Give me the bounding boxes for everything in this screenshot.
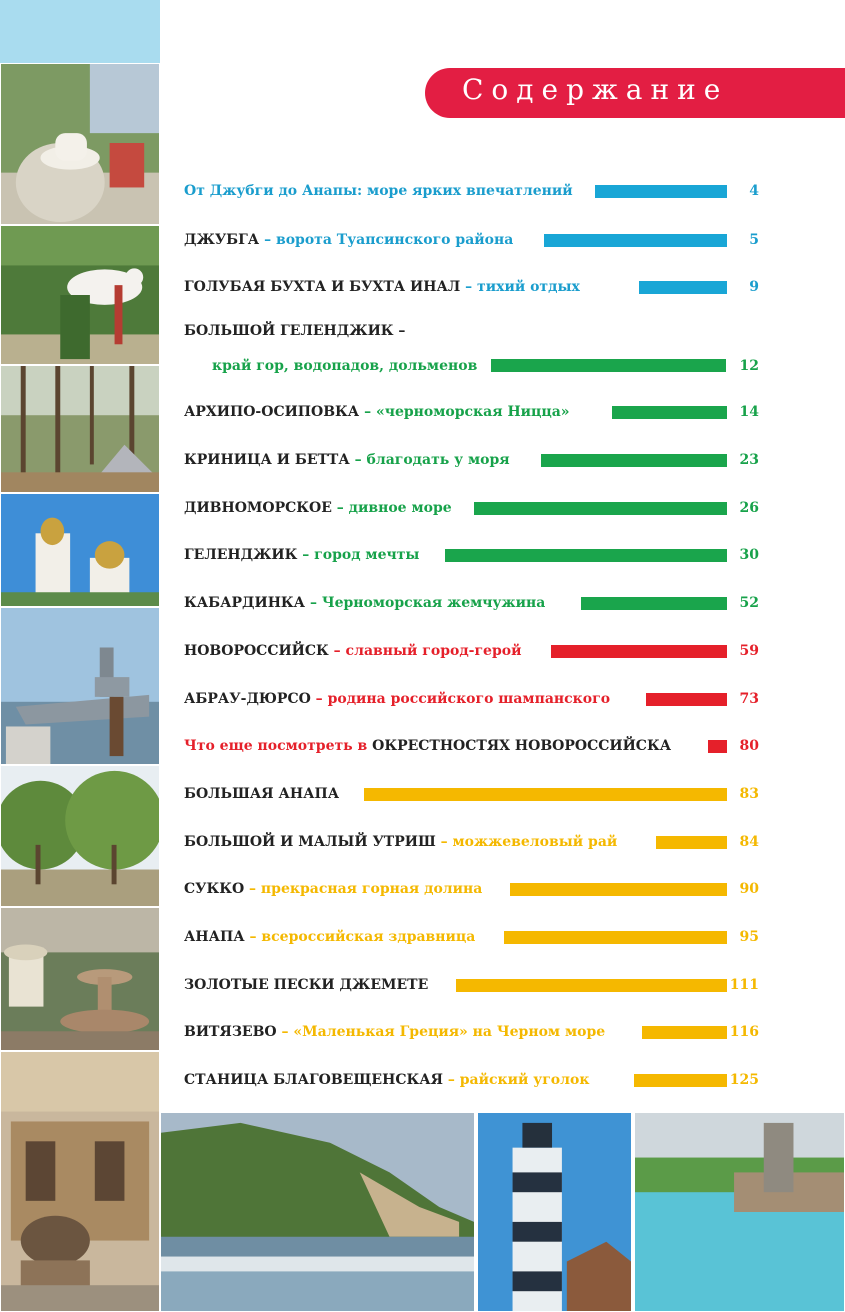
toc-entry-title xyxy=(184,449,510,471)
toc-entry-dash: – xyxy=(276,1024,294,1040)
toc-entry-dash: – xyxy=(359,404,376,420)
toc-entry-subtitle: Черноморская жемчужина xyxy=(321,595,546,611)
toc-entry[interactable] xyxy=(184,878,759,900)
photo-bird-topiary xyxy=(0,225,160,365)
top-left-color-block xyxy=(0,0,160,63)
toc-entry[interactable] xyxy=(184,1069,759,1091)
toc-page-number: 59 xyxy=(739,643,759,659)
toc-subtitle-text: край гор, водопадов, дольменов xyxy=(212,358,478,374)
toc-entry[interactable] xyxy=(184,1021,759,1043)
toc-page-number: 111 xyxy=(729,977,759,993)
toc-entry[interactable] xyxy=(184,276,759,298)
toc-entry-heading: АНАПА xyxy=(184,929,245,945)
toc-entry-title xyxy=(184,497,452,519)
toc-page-number: 5 xyxy=(749,232,759,248)
toc-entry[interactable] xyxy=(184,640,759,662)
toc-entry-subtitle: славный город-герой xyxy=(345,643,522,659)
toc-page-number: 14 xyxy=(739,404,759,420)
toc-page-number: 9 xyxy=(749,279,759,295)
toc-entry-subtitle: ОКРЕСТНОСТЯХ НОВОРОССИЙСКА xyxy=(372,738,672,754)
toc-bar xyxy=(551,645,727,658)
toc-entry-dash: – xyxy=(442,1072,460,1088)
toc-entry-heading: КАБАРДИНКА xyxy=(184,595,306,611)
toc-page-number: 83 xyxy=(739,786,759,802)
toc-entry-heading: БОЛЬШАЯ АНАПА xyxy=(184,786,340,802)
toc-entry-subtitle: «Маленькая Греция» на Черном море xyxy=(293,1024,606,1040)
toc-entry-dash: – xyxy=(297,547,315,563)
toc-bar xyxy=(634,1074,727,1087)
toc-bar xyxy=(541,454,727,467)
toc-entry-title xyxy=(184,783,339,805)
toc-page-number: 12 xyxy=(739,358,759,374)
toc-entry-title xyxy=(184,1069,589,1091)
toc-entry-title xyxy=(184,926,475,948)
toc-entry-subtitle: ворота Туапсинского района xyxy=(275,232,514,248)
toc-page-number: 52 xyxy=(739,595,759,611)
toc-page-number: 116 xyxy=(729,1024,759,1040)
toc-entry-title xyxy=(184,1021,605,1043)
toc-entry-dash: – xyxy=(244,881,261,897)
toc-entry[interactable] xyxy=(184,592,759,614)
toc-entry-dash: – xyxy=(310,691,328,707)
page-title: Содержание xyxy=(462,73,729,106)
toc-entry-heading: ВИТЯЗЕВО xyxy=(184,1024,277,1040)
toc-entry-title xyxy=(184,974,428,996)
toc-entry-heading: СТАНИЦА БЛАГОВЕЩЕНСКАЯ xyxy=(184,1072,443,1088)
toc-bar xyxy=(708,740,727,753)
toc-entry-dash: – xyxy=(349,452,367,468)
toc-entry-heading: АРХИПО-ОСИПОВКА xyxy=(184,404,360,420)
toc-entry-subtitle: дивное море xyxy=(348,500,452,516)
toc-entry-title xyxy=(184,276,580,298)
toc-entry[interactable] xyxy=(184,497,759,519)
toc-entry-subtitle: «черноморская Ницца» xyxy=(375,404,570,420)
toc-entry[interactable] xyxy=(184,688,759,710)
toc-entry-title xyxy=(184,401,570,423)
toc-entry-title xyxy=(184,640,521,662)
toc-entry-heading: АБРАУ-ДЮРСО xyxy=(184,691,311,707)
toc-bar xyxy=(491,359,726,372)
toc-entry-title xyxy=(184,735,671,757)
photo-camping-forest xyxy=(0,365,160,493)
photo-horse-sculpture-street xyxy=(0,1051,160,1312)
toc-page-number: 73 xyxy=(739,691,759,707)
toc-entry[interactable] xyxy=(184,449,759,471)
toc-bar xyxy=(364,788,727,801)
photo-church-domes xyxy=(0,493,160,607)
toc-entry-title xyxy=(184,878,482,900)
toc-page-number: 23 xyxy=(739,452,759,468)
toc-entry-heading: НОВОРОССИЙСК xyxy=(184,643,329,659)
toc-entry-title xyxy=(184,544,419,566)
toc-entry-heading: СУККО xyxy=(184,881,245,897)
toc-page-number: 95 xyxy=(739,929,759,945)
toc-bar xyxy=(474,502,727,515)
toc-bar xyxy=(595,185,727,198)
toc-entry[interactable] xyxy=(184,783,759,805)
toc-entry[interactable] xyxy=(184,320,759,342)
toc-entry-heading: ДЖУБГА xyxy=(184,232,260,248)
toc-entry-dash: – xyxy=(435,834,453,850)
toc-entry-subtitle: город мечты xyxy=(314,547,420,563)
toc-entry-heading: От Джубги до Анапы: море ярких впечатлений xyxy=(184,183,573,199)
toc-entry-title xyxy=(184,320,405,342)
toc-bar xyxy=(445,549,727,562)
toc-entry-dash: – xyxy=(460,279,478,295)
toc-page-number: 84 xyxy=(739,834,759,850)
toc-entry[interactable] xyxy=(184,180,759,202)
toc-entry-heading: ГЕЛЕНДЖИК xyxy=(184,547,298,563)
toc-entry-subtitle: тихий отдых xyxy=(477,279,580,295)
toc-entry-dash: – xyxy=(328,643,346,659)
photo-aqua-park xyxy=(634,1112,845,1312)
photo-hat-sculpture xyxy=(0,63,160,225)
toc-bar xyxy=(656,836,727,849)
toc-entry-heading: Что еще посмотреть в xyxy=(184,738,373,754)
toc-entry-heading: КРИНИЦА И БЕТТА xyxy=(184,452,350,468)
toc-subtitle-line xyxy=(212,355,477,377)
toc-entry-title xyxy=(184,229,513,251)
toc-entry[interactable] xyxy=(184,735,759,757)
toc-entry-title xyxy=(184,831,617,853)
toc-entry-heading: ДИВНОМОРСКОЕ xyxy=(184,500,332,516)
toc-entry[interactable] xyxy=(184,401,759,423)
toc-page-number: 30 xyxy=(739,547,759,563)
toc-entry-title xyxy=(184,592,545,614)
toc-entry-subtitle: благодать у моря xyxy=(366,452,510,468)
toc-entry-heading: ГОЛУБАЯ БУХТА И БУХТА ИНАЛ xyxy=(184,279,461,295)
photo-warship-monument xyxy=(0,607,160,765)
toc-bar xyxy=(646,693,727,706)
photo-lighthouse xyxy=(477,1112,632,1312)
toc-page-number: 90 xyxy=(739,881,759,897)
toc-page-number: 125 xyxy=(729,1072,759,1088)
toc-entry-title xyxy=(184,180,573,202)
toc-bar xyxy=(612,406,727,419)
photo-fountain xyxy=(0,907,160,1051)
toc-entry[interactable] xyxy=(184,974,759,996)
toc-bar xyxy=(504,931,727,944)
toc-bar xyxy=(642,1026,727,1039)
toc-page-number: 4 xyxy=(749,183,759,199)
toc-entry[interactable] xyxy=(184,926,759,948)
toc-entry-heading: ЗОЛОТЫЕ ПЕСКИ ДЖЕМЕТЕ xyxy=(184,977,429,993)
toc-entry-dash: – xyxy=(331,500,349,516)
toc-entry-heading: БОЛЬШОЙ ГЕЛЕНДЖИК – xyxy=(184,323,406,339)
toc-page-number: 80 xyxy=(739,738,759,754)
toc-bar xyxy=(456,979,727,992)
toc-entry-dash: – xyxy=(305,595,322,611)
toc-entry[interactable] xyxy=(184,544,759,566)
toc-bar xyxy=(510,883,727,896)
toc-entry[interactable] xyxy=(184,229,759,251)
toc-entry-heading: БОЛЬШОЙ И МАЛЫЙ УТРИШ xyxy=(184,834,436,850)
toc-bar xyxy=(639,281,727,294)
toc-entry-subtitle: можжевеловый рай xyxy=(452,834,618,850)
toc-page-number: 26 xyxy=(739,500,759,516)
photo-juniper-trees xyxy=(0,765,160,907)
toc-entry-subtitle: всероссийская здравница xyxy=(261,929,476,945)
toc-entry-dash: – xyxy=(244,929,262,945)
toc-entry-dash: – xyxy=(259,232,276,248)
toc-bar xyxy=(581,597,727,610)
toc-entry-title xyxy=(184,688,610,710)
toc-entry[interactable] xyxy=(184,831,759,853)
toc-bar xyxy=(544,234,727,247)
toc-entry-subtitle: родина российского шампанского xyxy=(327,691,611,707)
toc-entry-subtitle: прекрасная горная долина xyxy=(260,881,483,897)
photo-sea-coast xyxy=(160,1112,475,1312)
toc-entry-subtitle: райский уголок xyxy=(459,1072,590,1088)
